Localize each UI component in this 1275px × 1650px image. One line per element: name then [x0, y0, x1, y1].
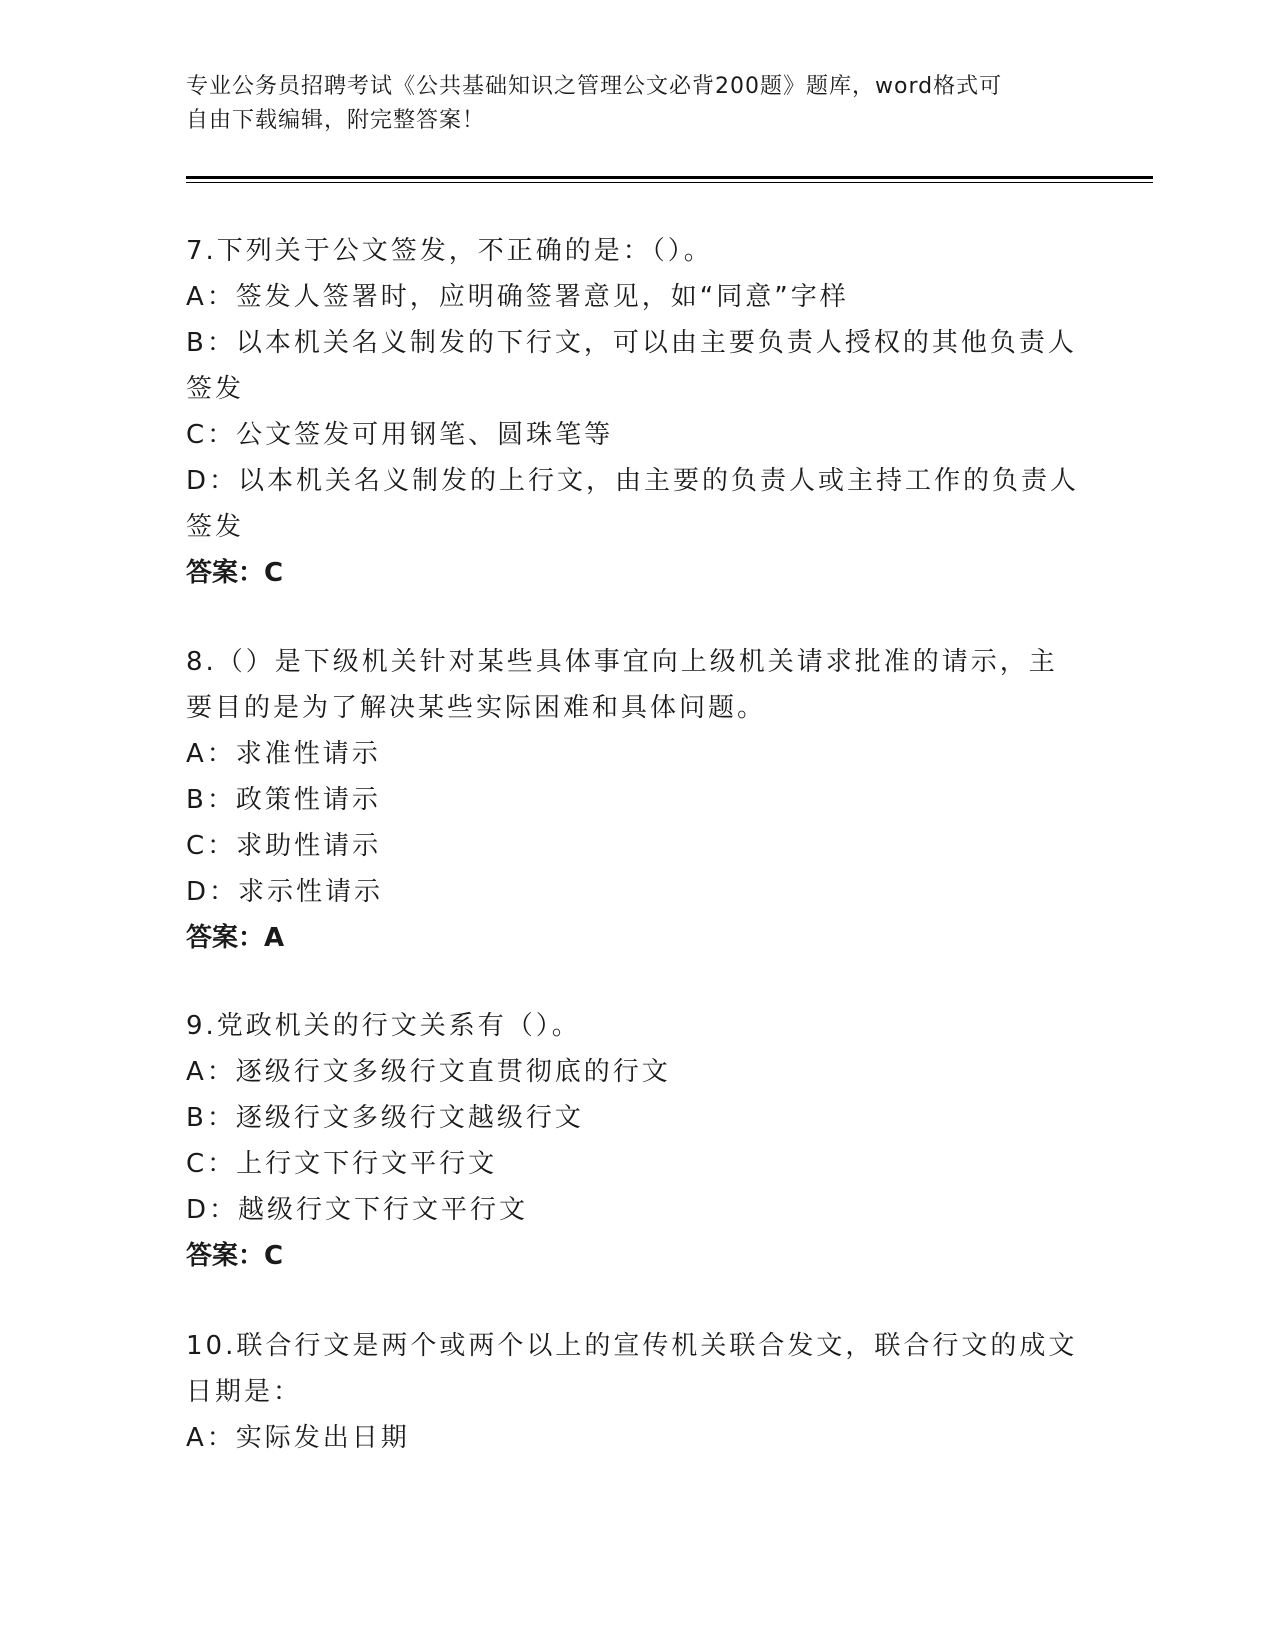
question-stem: 8.（）是下级机关针对某些具体事宜向上级机关请求批准的请示，主	[186, 647, 1058, 677]
document-header	[186, 70, 1086, 138]
option-c: C：公文签发可用钢笔、圆珠笔等	[186, 420, 614, 450]
option-a: A：逐级行文多级行文直贯彻底的行文	[186, 1057, 671, 1087]
option-d: D：求示性请示	[186, 877, 384, 907]
question-7	[186, 228, 1086, 596]
header-rule-thin	[186, 182, 1153, 183]
header-line-1: 专业公务员招聘考试《公共基础知识之管理公文必背200题》题库，word格式可	[186, 74, 1003, 99]
question-stem: 9.党政机关的行文关系有（）。	[186, 1011, 581, 1041]
header-line-2: 自由下载编辑，附完整答案！	[186, 108, 486, 133]
option-b: B：以本机关名义制发的下行文，可以由主要负责人授权的其他负责人	[186, 328, 1077, 358]
option-b: B：政策性请示	[186, 785, 381, 815]
question-stem: 10.联合行文是两个或两个以上的宣传机关联合发文，联合行文的成文	[186, 1331, 1078, 1361]
option-a: A：求准性请示	[186, 739, 381, 769]
option-d: D：越级行文下行文平行文	[186, 1195, 529, 1225]
question-9	[186, 1003, 1086, 1279]
header-rule-thick	[186, 176, 1153, 179]
option-c: C：上行文下行文平行文	[186, 1149, 498, 1179]
option-d-continued: 签发	[186, 512, 245, 542]
option-b-continued: 签发	[186, 374, 245, 404]
option-a: A：实际发出日期	[186, 1423, 410, 1453]
question-8	[186, 639, 1086, 961]
option-d: D：以本机关名义制发的上行文，由主要的负责人或主持工作的负责人	[186, 466, 1080, 496]
answer: 答案：C	[186, 558, 284, 588]
question-10	[186, 1323, 1086, 1461]
option-b: B：逐级行文多级行文越级行文	[186, 1103, 584, 1133]
question-stem: 7.下列关于公文签发，不正确的是：（）。	[186, 236, 713, 266]
option-c: C：求助性请示	[186, 831, 382, 861]
answer: 答案：A	[186, 923, 285, 953]
option-a: A：签发人签署时，应明确签署意见，如“同意”字样	[186, 282, 849, 312]
question-stem-continued: 日期是：	[186, 1377, 303, 1407]
question-stem-continued: 要目的是为了解决某些实际困难和具体问题。	[186, 693, 767, 723]
answer: 答案：C	[186, 1241, 284, 1271]
